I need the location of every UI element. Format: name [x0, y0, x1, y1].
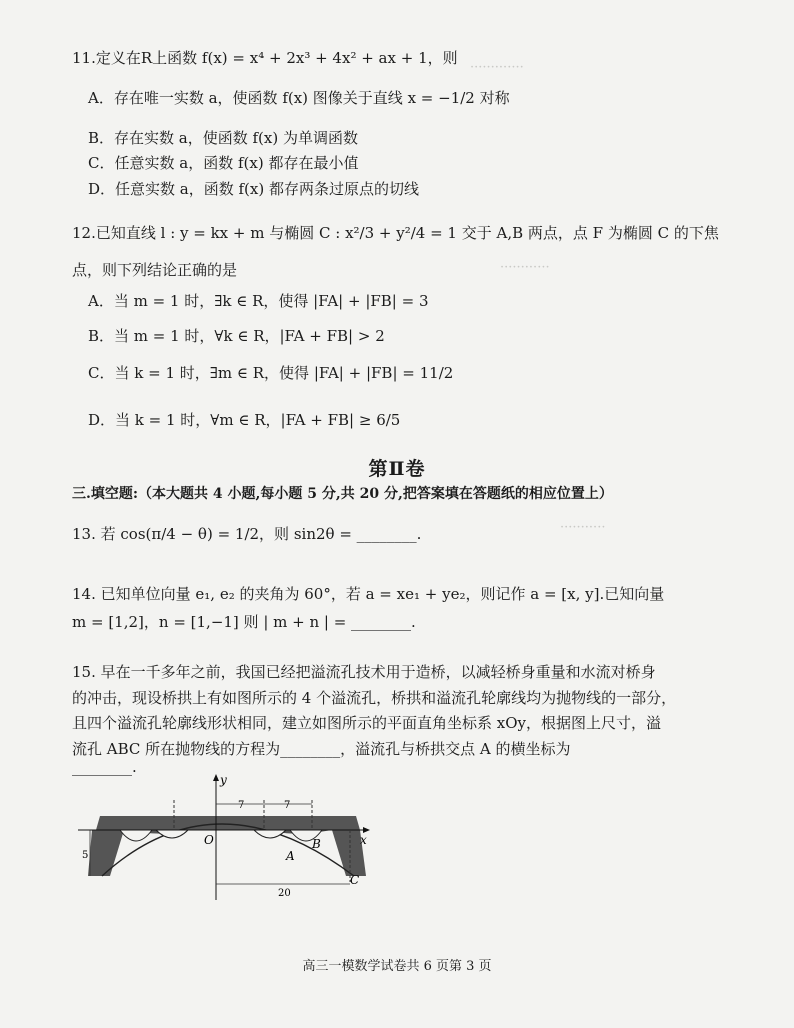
q11-stem: 11.定义在R上函数 f(x) = x⁴ + 2x³ + 4x² + ax + 1，则	[72, 49, 458, 67]
q12-stem-line2: 点，则下列结论正确的是	[72, 261, 238, 279]
q15-line1: 15. 早在一千多年之前，我国已经把溢流孔技术用于造桥，以减轻桥身重量和水流对桥身	[72, 663, 656, 681]
overflow-hole-3	[254, 830, 286, 838]
dim-5: 5	[82, 850, 89, 861]
bridge-deck	[96, 816, 360, 830]
q12-option-c: C．当 k = 1 时，∃m ∈ R，使得 |FA| + |FB| = 11/2	[88, 364, 454, 382]
x-label: x	[360, 833, 367, 847]
point-b-label: B	[312, 837, 321, 851]
q11-option-a: A．存在唯一实数 a，使函数 f(x) 图像关于直线 x = −1/2 对称	[88, 89, 510, 107]
q11-option-c: C．任意实数 a，函数 f(x) 都存在最小值	[88, 154, 359, 172]
exam-page: ············· ············ ··········· 11.定义在R上函数 f(x) = x⁴ + 2x³ + 4x² + ax + 1，则 A．存在唯一实数 a，使函数 f(x) 图像关于直线 x = −1/2 对称 B．存在实数 a，使函数 f(x) 为单调函数 C．任意实数 a，函数 f(x) 都存在最小值 D．任意实数 a，函数 f(x) 都存两条过原点的切线 12.已知直线 l : y = kx + m 与椭圆 C : x²/3 + y²/4 = 1 交于 A,B 两点，点 F 为椭圆 C 的下焦 点，则下列结论正确的是 A．当 m = 1 时，∃k ∈ R，使得 |FA| + |FB| = 3 B．当 m = 1 时，∀k ∈ R，|FA + FB| > 2 C．当 k = 1 时，∃m ∈ R，使得 |FA| + |FB| = 11/2 D．当 k = 1 时，∀m ∈ R，|FA + FB| ≥ 6/5 第Ⅱ卷 三.填空题:（本大题共 4 小题,每小题 5 分,共 20 分,把答案填在答题纸的相应位置上） 13. 若 cos(π/4 − θ) = 1/2，则 sin2θ = ________. 14. 已知单位向量 e₁, e₂ 的夹角为 60°，若 a = xe₁ + ye₂，则记作 a = [x, y].已知向量 m = [1,2]，n = [1,−1] 则 | m + n | = ________. 15. 早在一千多年之前，我国已经把溢流孔技术用于造桥，以减轻桥身重量和水流对桥身 的冲击，现设桥拱上有如图所示的 4 个溢流孔，桥拱和溢流孔轮廓线均为抛物线的一部分， 且四个溢流孔轮廓线形状相同，建立如图所示的平面直角坐标系 xOy，根据图上尺寸，溢 流孔 ABC 所在抛物线的方程为________，溢流孔与桥拱交点 A 的横坐标为 ________. y x O A B C 7 7 5 20 高三一模数学试卷共 6 页第 3 页	[0, 0, 794, 1028]
dim-20: 20	[278, 888, 291, 899]
q14-line1: 14. 已知单位向量 e₁, e₂ 的夹角为 60°，若 a = xe₁ + ye₂，则记作 a = [x, y].已知向量	[72, 585, 665, 603]
q12-option-b: B．当 m = 1 时，∀k ∈ R，|FA + FB| > 2	[88, 327, 385, 345]
dim-7-left: 7	[238, 800, 245, 811]
q14-line2: m = [1,2]，n = [1,−1] 则 | m + n | = ________.	[72, 613, 416, 631]
q15-line3: 且四个溢流孔轮廓线形状相同，建立如图所示的平面直角坐标系 xOy，根据图上尺寸，溢	[72, 714, 662, 732]
point-a-label: A	[286, 849, 295, 863]
origin-label: O	[204, 833, 214, 847]
q12-option-a: A．当 m = 1 时，∃k ∈ R，使得 |FA| + |FB| = 3	[88, 292, 429, 310]
point-c-label: C	[350, 873, 360, 887]
q15-line5: ________.	[72, 758, 137, 776]
page-footer: 高三一模数学试卷共 6 页第 3 页	[302, 959, 492, 974]
q15-line2: 的冲击，现设桥拱上有如图所示的 4 个溢流孔，桥拱和溢流孔轮廓线均为抛物线的一部分，	[72, 689, 677, 707]
section-title: 第Ⅱ卷	[368, 458, 426, 480]
q12-option-d: D．当 k = 1 时，∀m ∈ R，|FA + FB| ≥ 6/5	[88, 411, 401, 429]
q15-line4: 流孔 ABC 所在抛物线的方程为________，溢流孔与桥拱交点 A 的横坐标为	[72, 740, 571, 758]
q12-stem-line1: 12.已知直线 l : y = kx + m 与椭圆 C : x²/3 + y²/4 = 1 交于 A,B 两点，点 F 为椭圆 C 的下焦	[72, 224, 719, 242]
y-label: y	[220, 773, 227, 787]
fill-heading: 三.填空题:（本大题共 4 小题,每小题 5 分,共 20 分,把答案填在答题纸的相应位置上）	[72, 486, 613, 502]
bridge-figure	[78, 772, 378, 904]
left-pier	[88, 830, 124, 876]
q13-text: 13. 若 cos(π/4 − θ) = 1/2，则 sin2θ = ________.	[72, 525, 422, 543]
q11-option-b: B．存在实数 a，使函数 f(x) 为单调函数	[88, 129, 358, 147]
dim-7-right: 7	[284, 800, 291, 811]
q11-option-d: D．任意实数 a，函数 f(x) 都存两条过原点的切线	[88, 180, 419, 198]
overflow-hole-1	[120, 830, 152, 841]
